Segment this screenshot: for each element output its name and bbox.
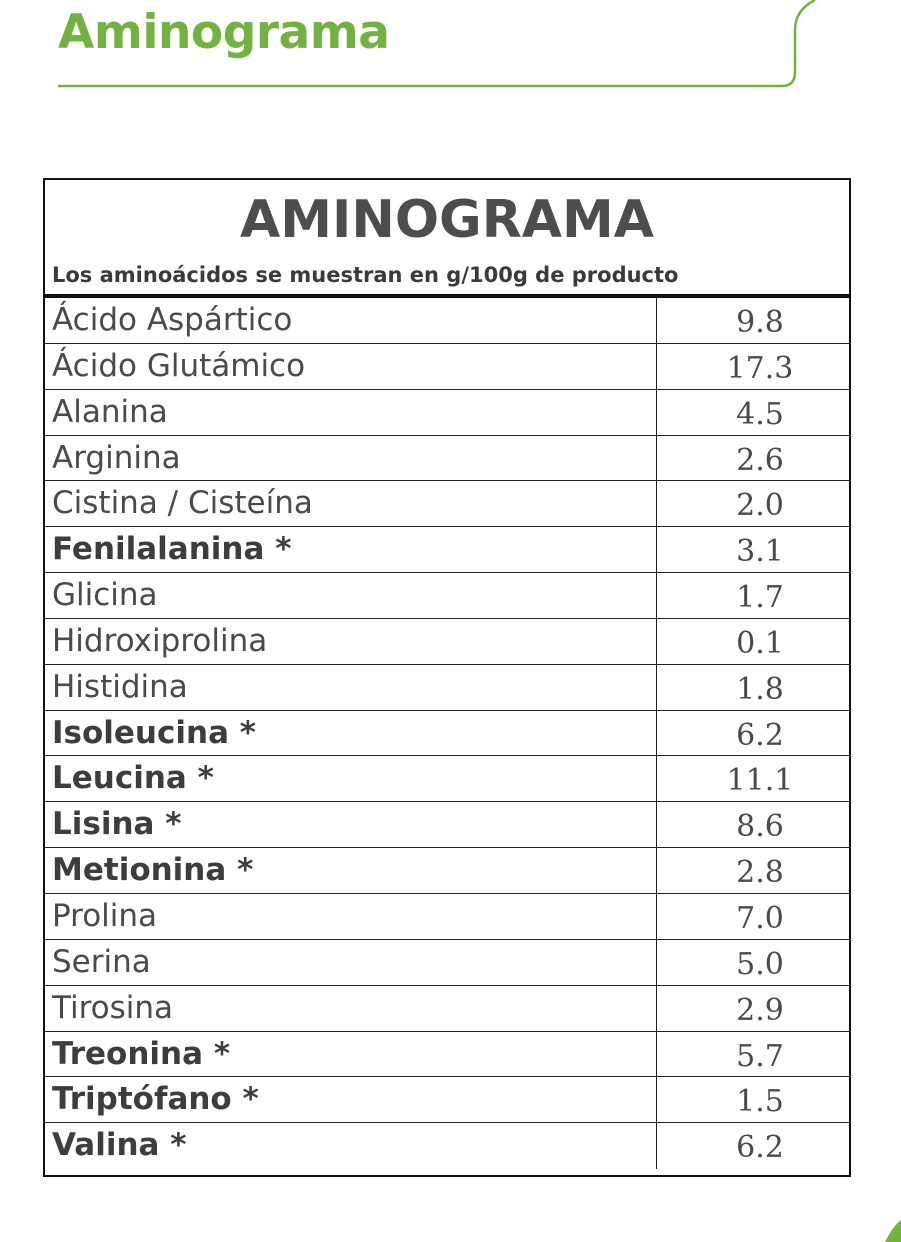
- table-row: [45, 527, 849, 573]
- table-title: AMINOGRAMA: [239, 190, 655, 250]
- amino-acid-name: Cistina / Cisteína: [45, 481, 657, 526]
- amino-acid-value: 5.7: [736, 1038, 784, 1074]
- table-row: [45, 711, 849, 757]
- table-row: [45, 940, 849, 986]
- table-row: [45, 756, 849, 802]
- table-header: [45, 180, 849, 298]
- table-row: [45, 894, 849, 940]
- amino-acid-name: Fenilalanina *: [45, 527, 657, 572]
- amino-acid-value: 9.8: [736, 305, 784, 340]
- amino-acid-value: 0.1: [736, 625, 784, 661]
- amino-acid-value: 1.5: [736, 1084, 784, 1120]
- amino-acid-value: 2.9: [736, 992, 784, 1028]
- table-row: [45, 298, 849, 344]
- aminogram-table: [43, 178, 851, 1177]
- amino-acid-value: 8.6: [736, 809, 784, 845]
- table-row: [45, 1123, 849, 1169]
- amino-acid-value: 3.1: [736, 534, 784, 570]
- table-row: [45, 1077, 849, 1123]
- amino-acid-value: 6.2: [736, 717, 784, 753]
- amino-acid-name: Glicina: [45, 573, 657, 618]
- amino-acid-name: Prolina: [45, 894, 657, 939]
- amino-acid-name: Tirosina: [45, 986, 657, 1031]
- amino-acid-value: 2.8: [736, 855, 784, 891]
- amino-acid-name: Alanina: [45, 390, 657, 435]
- amino-acid-name: Ácido Glutámico: [45, 344, 657, 389]
- amino-acid-value: 17.3: [726, 350, 794, 386]
- amino-acid-name: Ácido Aspártico: [45, 298, 657, 343]
- table-row: [45, 848, 849, 894]
- amino-acid-name: Leucina *: [45, 756, 657, 801]
- amino-acid-name: Hidroxiprolina: [45, 619, 657, 664]
- amino-acid-name: Arginina: [45, 436, 657, 481]
- table-row: [45, 619, 849, 665]
- table-row: [45, 665, 849, 711]
- amino-acid-name: Isoleucina *: [45, 711, 657, 756]
- amino-acid-value: 6.2: [736, 1130, 784, 1166]
- amino-acid-name: Histidina: [45, 665, 657, 710]
- amino-acid-value: 4.5: [736, 396, 784, 432]
- table-subtitle: Los aminoácidos se muestran en g/100g de producto: [52, 263, 679, 287]
- amino-acid-value: 2.6: [736, 442, 784, 478]
- table-row: [45, 1032, 849, 1078]
- amino-acid-value: 2.0: [736, 488, 784, 524]
- table-body: [45, 298, 849, 1169]
- amino-acid-value: 11.1: [726, 763, 794, 799]
- table-row: [45, 390, 849, 436]
- amino-acid-value: 1.7: [736, 580, 784, 616]
- amino-acid-value: 1.8: [736, 671, 784, 707]
- amino-acid-name: Valina *: [45, 1123, 657, 1169]
- amino-acid-name: Triptófano *: [45, 1077, 657, 1122]
- amino-acid-name: Serina: [45, 940, 657, 985]
- table-row: [45, 344, 849, 390]
- amino-acid-name: Metionina *: [45, 848, 657, 893]
- table-row: [45, 802, 849, 848]
- table-row: [45, 573, 849, 619]
- amino-acid-name: Lisina *: [45, 802, 657, 847]
- amino-acid-value: 5.0: [736, 946, 784, 982]
- table-row: [45, 481, 849, 527]
- amino-acid-value: 7.0: [736, 900, 784, 936]
- page-title: Aminograma: [58, 5, 390, 60]
- amino-acid-name: Treonina *: [45, 1032, 657, 1077]
- table-row: [45, 986, 849, 1032]
- corner-decoration: [879, 1220, 901, 1242]
- table-row: [45, 436, 849, 482]
